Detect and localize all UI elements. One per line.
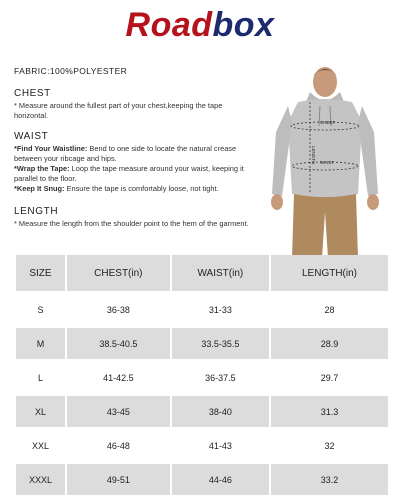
table-row bbox=[16, 464, 388, 495]
waist-step bbox=[14, 144, 252, 164]
cell-length: 28.9 bbox=[271, 328, 388, 359]
fabric-info: FABRIC:100%POLYESTER bbox=[14, 66, 128, 76]
figure-label-chest: CHEST bbox=[320, 120, 336, 125]
model-hoodie-figure bbox=[258, 62, 392, 258]
cell-length: 31.3 bbox=[271, 396, 388, 427]
cell-size: XXL bbox=[16, 430, 65, 461]
cell-chest: 43-45 bbox=[67, 396, 170, 427]
cell-length: 29.7 bbox=[271, 362, 388, 393]
cell-size: XL bbox=[16, 396, 65, 427]
size-chart-table bbox=[14, 252, 390, 498]
cell-waist: 38-40 bbox=[172, 396, 269, 427]
chest-instructions: * Measure around the fullest part of your chest,keeping the tape horizontal. bbox=[14, 101, 223, 120]
waist-step-label: *Wrap the Tape: bbox=[14, 164, 70, 173]
length-instructions: * Measure the length from the shoulder point to the hem of the garment. bbox=[14, 219, 249, 228]
chest-title: CHEST bbox=[14, 88, 51, 99]
header-length: LENGTH(in) bbox=[271, 255, 388, 291]
waist-step bbox=[14, 184, 252, 194]
figure-label-waist: WAIST bbox=[320, 160, 335, 165]
brand-logo bbox=[0, 6, 400, 45]
cell-length: 32 bbox=[271, 430, 388, 461]
cell-waist: 33.5-35.5 bbox=[172, 328, 269, 359]
cell-chest: 49-51 bbox=[67, 464, 170, 495]
cell-waist: 31-33 bbox=[172, 294, 269, 325]
waist-instructions bbox=[14, 144, 252, 194]
table-row bbox=[16, 294, 388, 325]
cell-chest: 36-38 bbox=[67, 294, 170, 325]
cell-size: M bbox=[16, 328, 65, 359]
cell-length: 33.2 bbox=[271, 464, 388, 495]
waist-step bbox=[14, 164, 252, 184]
header-size: SIZE bbox=[16, 255, 65, 291]
cell-chest: 41-42.5 bbox=[67, 362, 170, 393]
figure-label-length: LENGTH bbox=[311, 146, 316, 165]
logo-text-box: box bbox=[212, 6, 275, 44]
cell-size: XXXL bbox=[16, 464, 65, 495]
cell-waist: 44-46 bbox=[172, 464, 269, 495]
cell-chest: 38.5-40.5 bbox=[67, 328, 170, 359]
length-title: LENGTH bbox=[14, 206, 59, 217]
measurement-instructions bbox=[14, 66, 252, 229]
cell-waist: 41-43 bbox=[172, 430, 269, 461]
hoodie-body bbox=[288, 99, 362, 197]
cell-chest: 46-48 bbox=[67, 430, 170, 461]
table-row bbox=[16, 362, 388, 393]
cell-size: L bbox=[16, 362, 65, 393]
logo-text-road: Road bbox=[125, 6, 213, 44]
cell-size: S bbox=[16, 294, 65, 325]
table-row bbox=[16, 430, 388, 461]
waist-title: WAIST bbox=[14, 131, 49, 142]
table-row bbox=[16, 396, 388, 427]
cell-length: 28 bbox=[271, 294, 388, 325]
model-head bbox=[313, 67, 337, 97]
pants bbox=[292, 194, 358, 258]
waist-step-text: Ensure the tape is comfortably loose, not tight. bbox=[64, 184, 219, 193]
cell-waist: 36-37.5 bbox=[172, 362, 269, 393]
waist-step-text: Bend to one side to locate the natural crease between your ribcage and hips. bbox=[14, 144, 237, 163]
table-row bbox=[16, 328, 388, 359]
waist-step-label: *Find Your Waistline: bbox=[14, 144, 88, 153]
waist-step-text: Loop the tape measure around your waist, keeping it parallel to the floor. bbox=[14, 164, 244, 183]
header-chest: CHEST(in) bbox=[67, 255, 170, 291]
table-header-row bbox=[16, 255, 388, 291]
header-waist: WAIST(in) bbox=[172, 255, 269, 291]
waist-step-label: *Keep It Snug: bbox=[14, 184, 65, 193]
